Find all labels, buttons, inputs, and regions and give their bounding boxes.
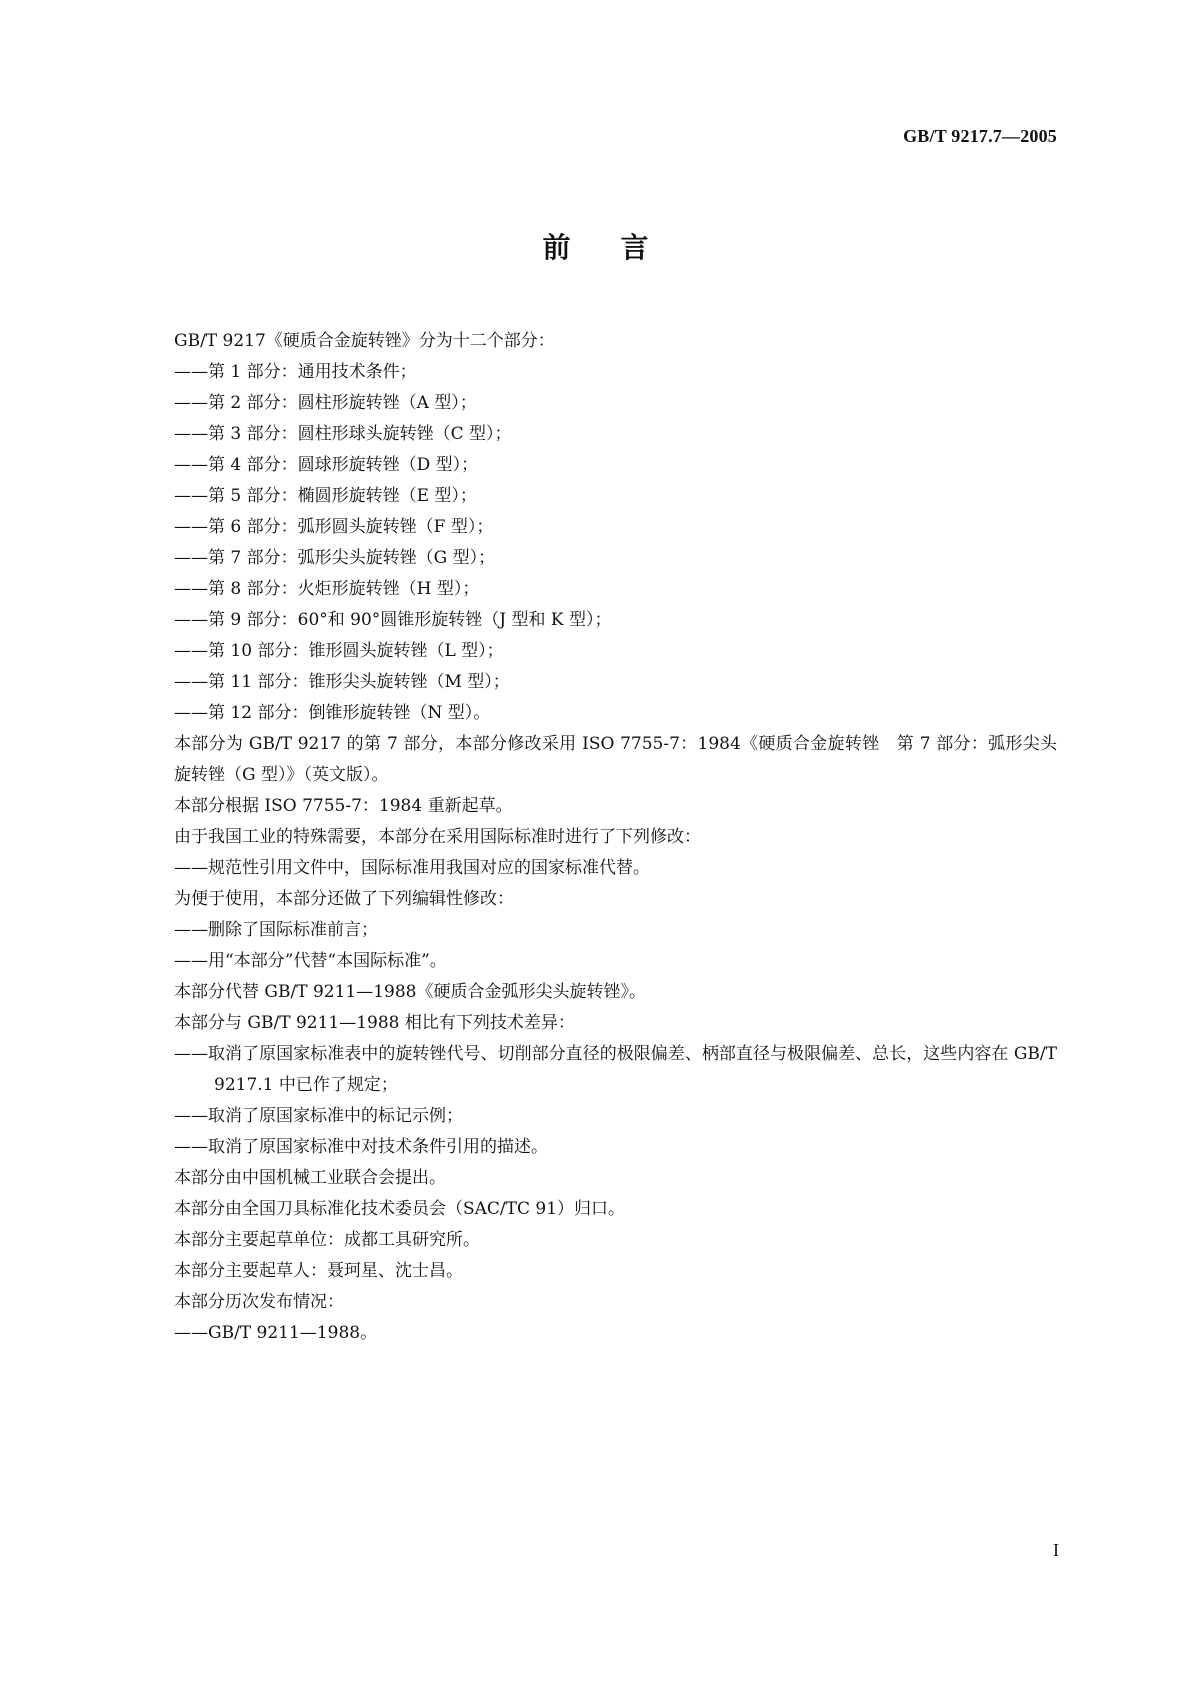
part-item: ——第 10 部分：锥形圆头旋转锉（L 型）； — [174, 641, 504, 661]
part-item: ——第 8 部分：火炬形旋转锉（H 型）； — [174, 579, 480, 599]
modification-item: ——规范性引用文件中，国际标准用我国对应的国家标准代替。 — [174, 858, 650, 878]
part-item: ——第 3 部分：圆柱形球头旋转锉（C 型）； — [174, 424, 512, 444]
difference-item: ——取消了原国家标准表中的旋转锉代号、切削部分直径的极限偏差、柄部直径与极限偏差、总长，这些内容在 GB/T 9217.1 中已作了规定； — [174, 1044, 1057, 1095]
part-item: ——第 9 部分：60°和 90°圆锥形旋转锉（J 型和 K 型）； — [174, 610, 612, 630]
history-intro: 本部分历次发布情况： — [174, 1292, 344, 1312]
part-item: ——第 5 部分：椭圆形旋转锉（E 型）； — [174, 486, 477, 506]
page-number: I — [1053, 1540, 1059, 1560]
differences-intro: 本部分与 GB/T 9211—1988 相比有下列技术差异： — [174, 1013, 575, 1033]
difference-item: ——取消了原国家标准中的标记示例； — [174, 1106, 463, 1126]
editorial-intro: 为便于使用，本部分还做了下列编辑性修改： — [174, 889, 514, 909]
editorial-item: ——用“本部分”代替“本国际标准”。 — [174, 951, 447, 971]
part-item: ——第 4 部分：圆球形旋转锉（D 型）； — [174, 455, 479, 475]
history-item: ——GB/T 9211—1988。 — [174, 1323, 378, 1343]
proposed-by: 本部分由中国机械工业联合会提出。 — [174, 1168, 446, 1188]
modification-intro: 由于我国工业的特殊需要，本部分在采用国际标准时进行了下列修改： — [174, 827, 701, 847]
drafting-unit: 本部分主要起草单位：成都工具研究所。 — [174, 1230, 480, 1250]
page-title: 前言 — [542, 231, 699, 264]
drafters: 本部分主要起草人：聂珂星、沈士昌。 — [174, 1261, 463, 1281]
centralized-by: 本部分由全国刀具标准化技术委员会（SAC/TC 91）归口。 — [174, 1199, 626, 1219]
part-item: ——第 2 部分：圆柱形旋转锉（A 型）； — [174, 393, 477, 413]
part-item: ——第 7 部分：弧形尖头旋转锉（G 型）； — [174, 548, 496, 568]
difference-item: ——取消了原国家标准中对技术条件引用的描述。 — [174, 1137, 548, 1157]
redraft-statement: 本部分根据 ISO 7755-7：1984 重新起草。 — [174, 796, 513, 816]
part-item: ——第 1 部分：通用技术条件； — [174, 362, 417, 382]
document-code: GB/T 9217.7—2005 — [903, 126, 1057, 146]
adoption-statement: 本部分为 GB/T 9217 的第 7 部分，本部分修改采用 ISO 7755-7：1984《硬质合金旋转锉 第 7 部分：弧形尖头旋转锉（G 型）》（英文版）。 — [174, 734, 1057, 785]
editorial-item: ——删除了国际标准前言； — [174, 920, 378, 940]
part-item: ——第 11 部分：锥形尖头旋转锉（M 型）； — [174, 672, 510, 692]
part-item: ——第 12 部分：倒锥形旋转锉（N 型）。 — [174, 703, 491, 723]
part-item: ——第 6 部分：弧形圆头旋转锉（F 型）； — [174, 517, 494, 537]
replaces-statement: 本部分代替 GB/T 9211—1988《硬质合金弧形尖头旋转锉》。 — [174, 982, 646, 1002]
parts-intro: GB/T 9217《硬质合金旋转锉》分为十二个部分： — [174, 331, 555, 351]
foreword-body — [134, 326, 1057, 1349]
